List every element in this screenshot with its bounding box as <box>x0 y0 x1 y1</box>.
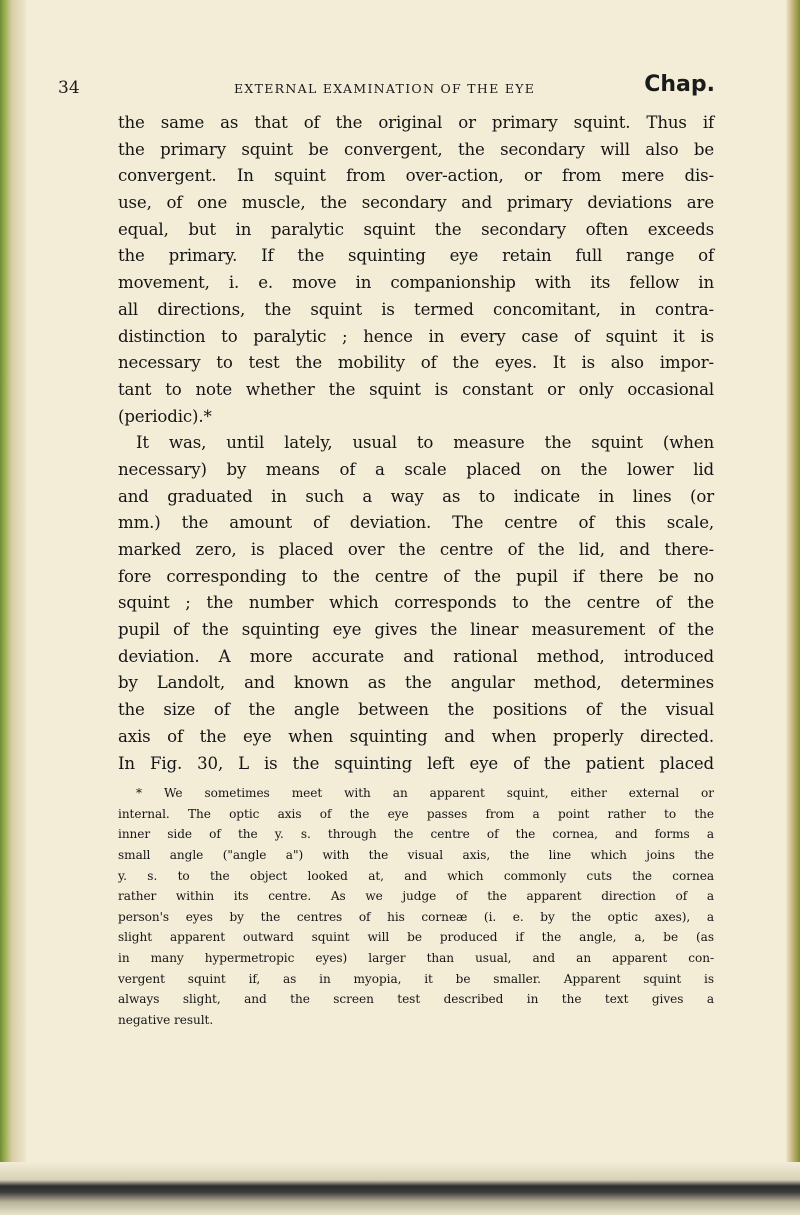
scan-bottom-edge <box>0 1162 800 1215</box>
footnote-line: slight apparent outward squint will be produced if the angle, a, be (as <box>118 930 714 945</box>
text-line: tant to note whether the squint is constant or only occasional <box>118 379 714 399</box>
page-number: 34 <box>58 78 80 98</box>
text-line: In Fig. 30, L is the squinting left eye of the patient placed <box>118 753 714 773</box>
footnote-line: rather within its centre. As we judge of the apparent direction of a <box>118 889 714 904</box>
chapter-label: Chap. <box>644 72 715 97</box>
footnote-line: vergent squint if, as in myopia, it be smaller. Apparent squint is <box>118 971 714 986</box>
text-line: necessary) by means of a scale placed on the lower lid <box>118 459 714 479</box>
text-line: deviation. A more accurate and rational method, introduced <box>118 646 714 666</box>
page-right-edge <box>786 0 800 1215</box>
text-line: the size of the angle between the positions of the visual <box>118 700 714 720</box>
footnote-line: small angle ("angle a") with the visual axis, the line which joins the <box>118 847 714 862</box>
footnote-line: * We sometimes meet with an apparent squint, either external or <box>136 786 714 801</box>
text-line: axis of the eye when squinting and when properly directed. <box>118 726 714 746</box>
running-header <box>58 72 718 104</box>
text-line: pupil of the squinting eye gives the linear measurement of the <box>118 620 714 640</box>
text-line: (periodic).* <box>118 406 212 426</box>
text-line: and graduated in such a way as to indicate in lines (or <box>118 486 714 506</box>
text-line: mm.) the amount of deviation. The centre of this scale, <box>118 513 714 533</box>
running-title: EXTERNAL EXAMINATION OF THE EYE <box>234 81 536 96</box>
footnote-line: always slight, and the screen test described in the text gives a <box>118 992 714 1007</box>
text-line: distinction to paralytic ; hence in every case of squint it is <box>118 326 714 346</box>
page-binding-edge <box>0 0 26 1215</box>
footnote-line: inner side of the y. s. through the centre of the cornea, and forms a <box>118 827 714 842</box>
footnote <box>118 783 714 1030</box>
text-line: marked zero, is placed over the centre of the lid, and there- <box>118 540 714 559</box>
text-line: fore corresponding to the centre of the pupil if there be no <box>118 566 714 586</box>
main-text <box>118 110 714 1030</box>
footnote-line: person's eyes by the centres of his corneæ (i. e. by the optic axes), a <box>118 909 714 924</box>
text-line: by Landolt, and known as the angular method, determines <box>118 673 714 693</box>
text-line: use, of one muscle, the secondary and primary deviations are <box>118 193 714 213</box>
text-line: equal, but in paralytic squint the secondary often exceeds <box>118 219 714 239</box>
text-line: movement, i. e. move in companionship with its fellow in <box>118 273 714 293</box>
text-line: squint ; the number which corresponds to the centre of the <box>118 593 714 613</box>
footnote-line: internal. The optic axis of the eye passes from a point rather to the <box>118 806 714 821</box>
footnote-line: negative result. <box>118 1012 214 1027</box>
text-line: It was, until lately, usual to measure the squint (when <box>136 433 714 453</box>
text-line: the primary. If the squinting eye retain full range of <box>118 246 714 266</box>
text-line: the primary squint be convergent, the secondary will also be <box>118 139 714 159</box>
text-line: necessary to test the mobility of the eyes. It is also impor- <box>118 353 714 373</box>
text-line: convergent. In squint from over-action, or from mere dis- <box>118 166 714 186</box>
footnote-line: in many hypermetropic eyes) larger than usual, and an apparent con- <box>118 950 714 965</box>
text-line: all directions, the squint is termed concomitant, in contra- <box>118 299 714 319</box>
footnote-line: y. s. to the object looked at, and which commonly cuts the cornea <box>118 868 714 883</box>
text-line: the same as that of the original or primary squint. Thus if <box>118 113 714 132</box>
